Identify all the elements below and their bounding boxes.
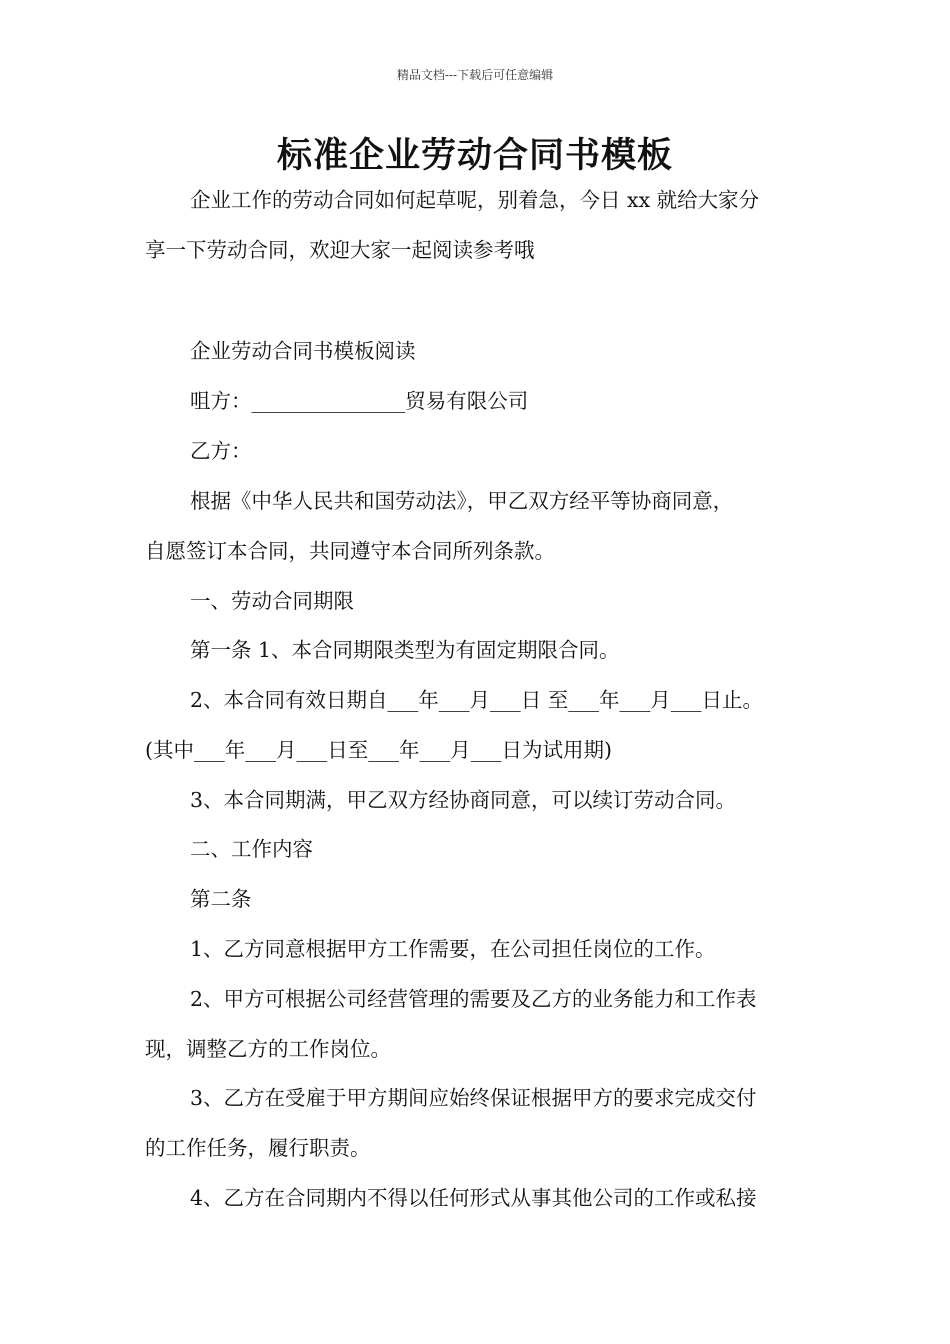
intro-line-1: 企业工作的劳动合同如何起草呢，别着急，今日 xx 就给大家分	[190, 188, 760, 212]
preamble-line-2: 自愿签订本合同，共同遵守本合同所列条款。	[145, 539, 555, 563]
article-2-item-3-cont: 的工作任务，履行职责。	[145, 1136, 371, 1160]
section-heading-term: 一、劳动合同期限	[190, 589, 354, 613]
article-2-item-4: 4、乙方在合同期内不得以任何形式从事其他公司的工作或私接	[190, 1186, 757, 1210]
article-2-item-1: 1、乙方同意根据甲方工作需要，在公司担任岗位的工作。	[190, 937, 716, 961]
intro-line-2: 享一下劳动合同，欢迎大家一起阅读参考哦	[145, 238, 535, 262]
party-b-line: 乙方：	[190, 439, 252, 463]
article-1-item-3: 3、本合同期满，甲乙双方经协商同意，可以续订劳动合同。	[190, 788, 737, 812]
section-heading-work: 二、工作内容	[190, 837, 313, 861]
article-2-heading: 第二条	[190, 887, 252, 911]
article-2-item-2-cont: 现，调整乙方的工作岗位。	[145, 1037, 391, 1061]
article-2-item-2: 2、甲方可根据公司经营管理的需要及乙方的业务能力和工作表	[190, 987, 757, 1011]
header-note: 精品文档---下载后可任意编辑	[396, 68, 554, 82]
article-1-item-1: 第一条 1、本合同期限类型为有固定期限合同。	[190, 638, 620, 662]
document-title: 标准企业劳动合同书模板	[276, 135, 673, 176]
article-1-item-2-cont: (其中___年___月___日至___年___月___日为试用期)	[145, 738, 612, 762]
article-2-item-3: 3、乙方在受雇于甲方期间应始终保证根据甲方的要求完成交付	[190, 1086, 757, 1110]
article-1-item-2: 2、本合同有效日期自___年___月___日 至___年___月___日止。	[190, 688, 764, 712]
section-heading-reading: 企业劳动合同书模板阅读	[190, 339, 416, 363]
party-a-line: 咀方：_______________贸易有限公司	[190, 389, 529, 413]
preamble-line-1: 根据《中华人民共和国劳动法》，甲乙双方经平等协商同意，	[190, 489, 734, 513]
